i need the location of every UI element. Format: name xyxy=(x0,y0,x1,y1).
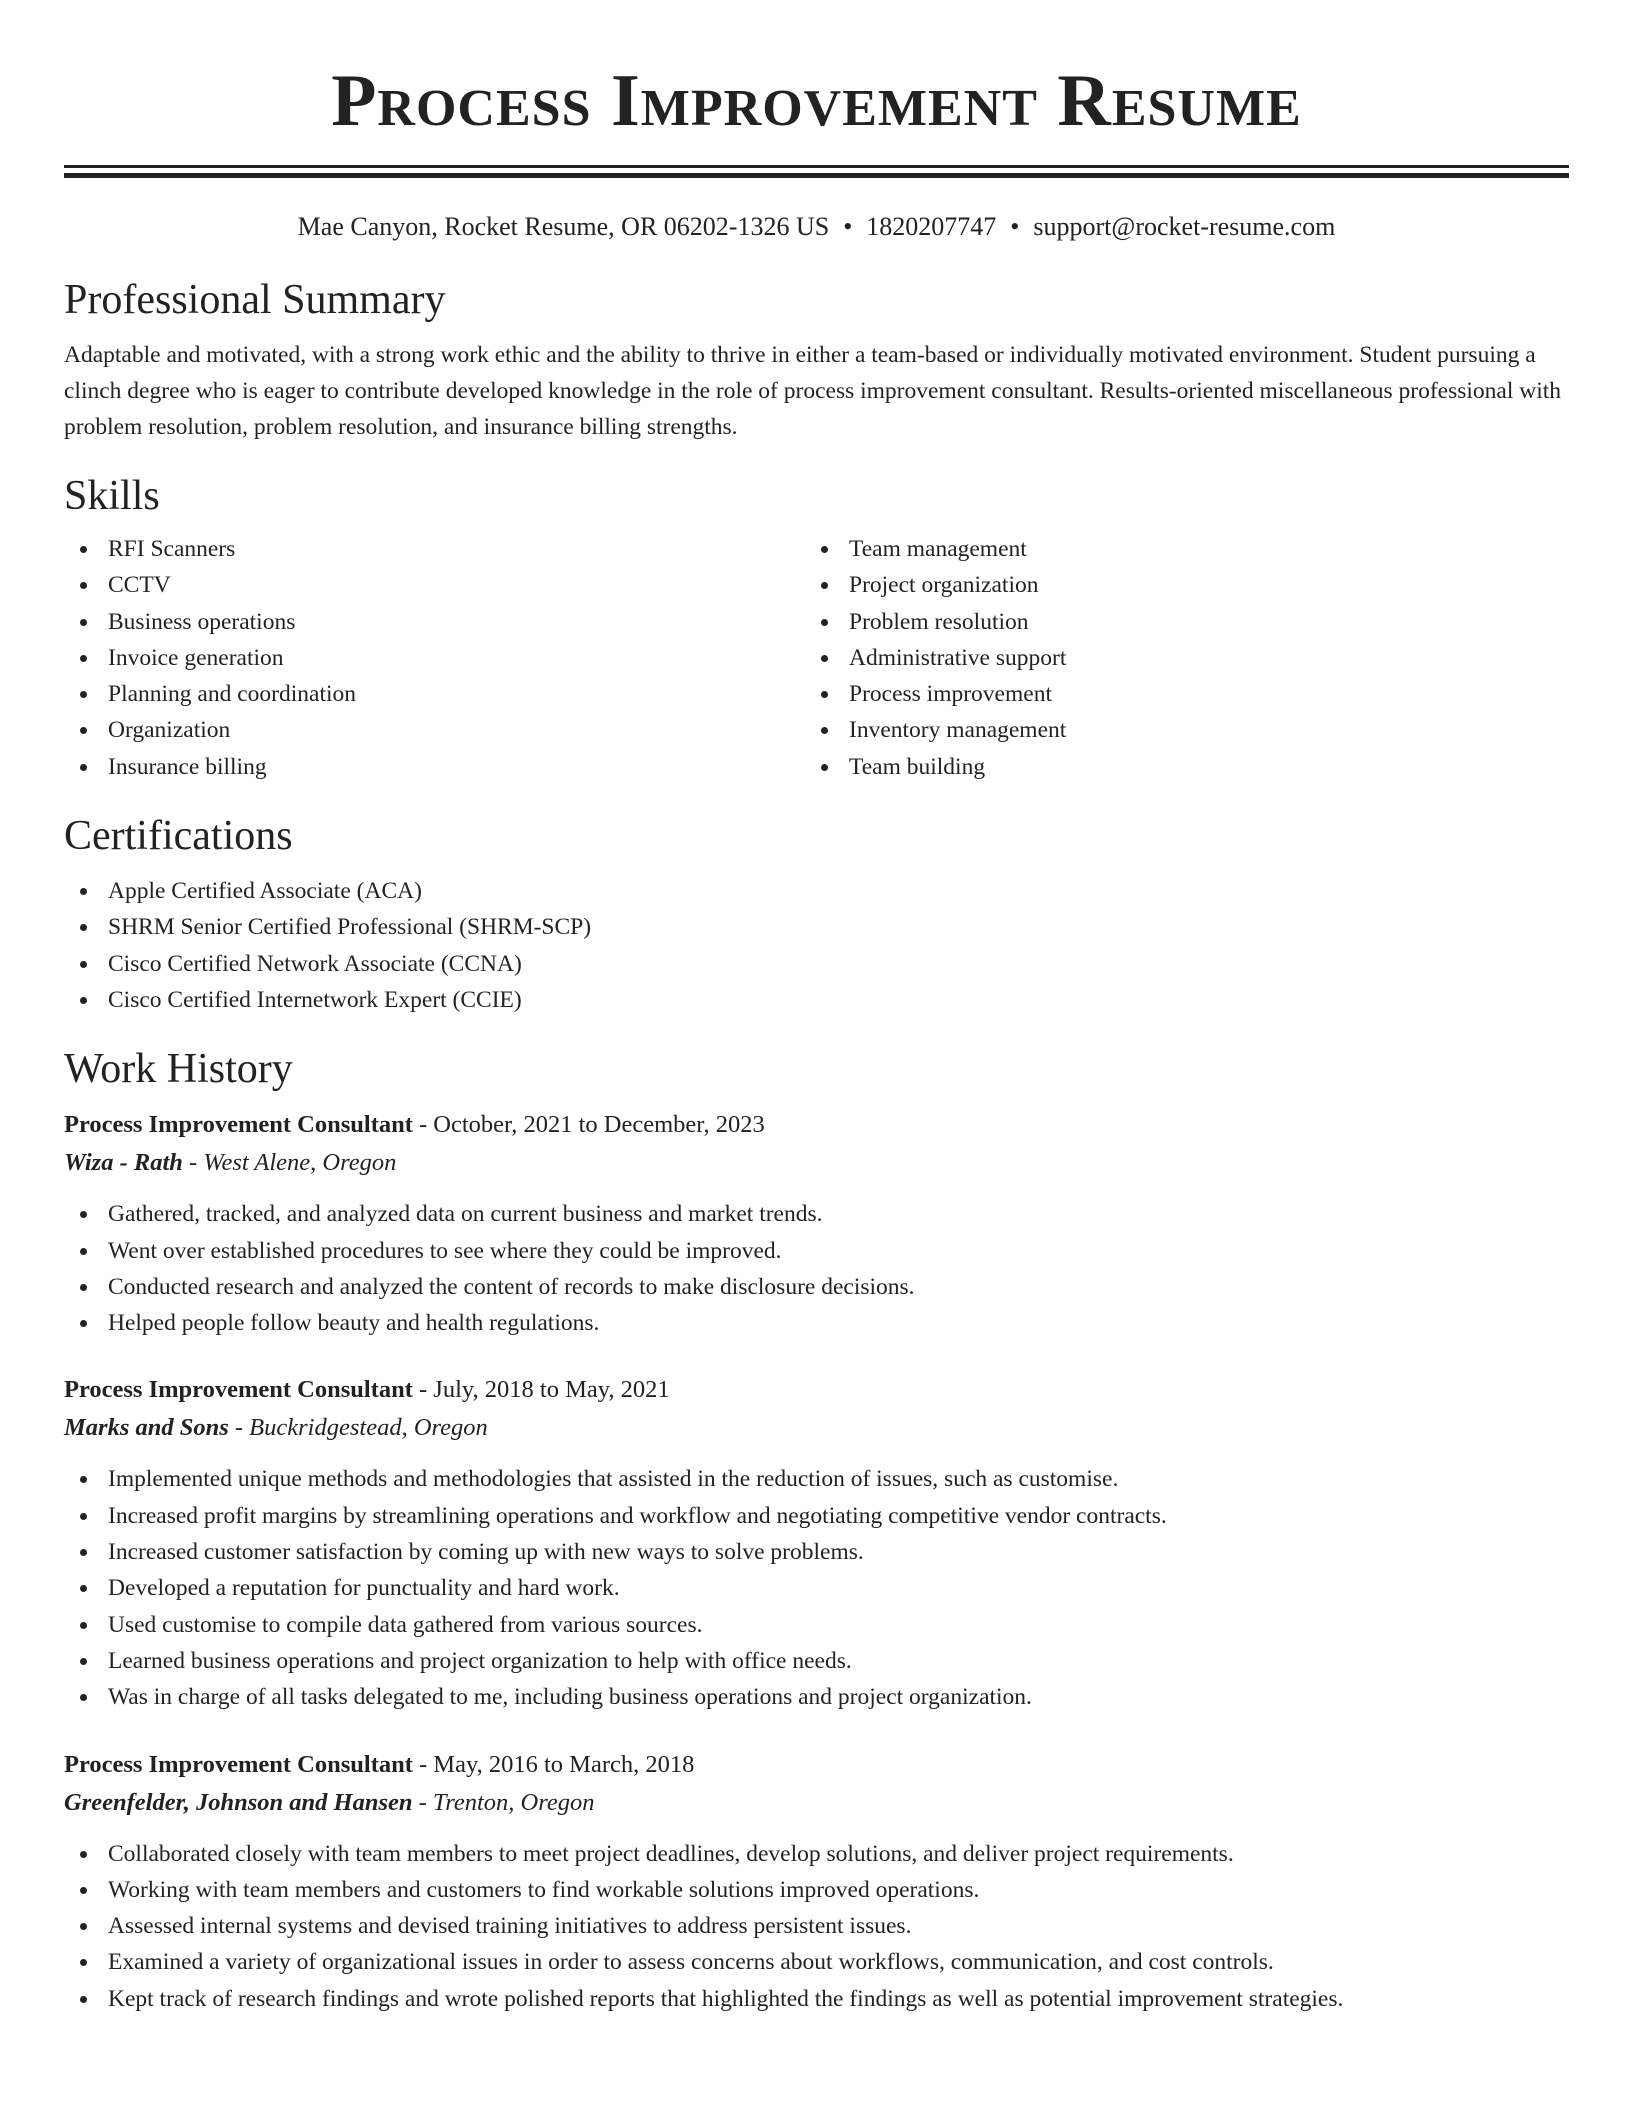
skill-item: Planning and coordination xyxy=(64,676,805,712)
skill-item: Project organization xyxy=(805,567,1066,603)
job-duty: Working with team members and customers to find workable solutions improved operations. xyxy=(64,1872,1569,1908)
job-title: Process Improvement Consultant xyxy=(64,1750,413,1778)
job-duties xyxy=(64,1836,1569,2017)
job-duties xyxy=(64,1196,1569,1341)
job-duty: Learned business operations and project organization to help with office needs. xyxy=(64,1643,1569,1679)
job-duty: Went over established procedures to see where they could be improved. xyxy=(64,1233,1569,1269)
job-location: - Trenton, Oregon xyxy=(412,1788,595,1816)
skills-list-left xyxy=(64,531,805,785)
summary-section xyxy=(64,275,1569,445)
skills-columns xyxy=(64,531,1569,785)
job-entry xyxy=(64,1746,1569,2017)
job-location: - Buckridgestead, Oregon xyxy=(228,1414,488,1442)
skills-list-right xyxy=(805,531,1066,785)
job-duty: Was in charge of all tasks delegated to me, including business operations and project organization. xyxy=(64,1679,1569,1715)
job-company: Marks and Sons xyxy=(64,1414,229,1442)
resume-page xyxy=(64,0,1569,2017)
skill-item: Organization xyxy=(64,712,805,748)
job-duty: Developed a reputation for punctuality and hard work. xyxy=(64,1570,1569,1606)
contact-separator: • xyxy=(1010,212,1020,241)
certifications-list xyxy=(64,873,1569,1018)
work-history-section xyxy=(64,1044,1569,2017)
job-company-line xyxy=(64,1144,1569,1182)
job-duty: Helped people follow beauty and health regulations. xyxy=(64,1305,1569,1341)
skill-item: Process improvement xyxy=(805,676,1066,712)
job-company: Wiza - Rath xyxy=(64,1149,183,1177)
job-duties xyxy=(64,1461,1569,1715)
contact-address: Mae Canyon, Rocket Resume, OR 06202-1326 US xyxy=(297,212,830,241)
job-header xyxy=(64,1106,1569,1144)
skills-heading: Skills xyxy=(64,473,160,519)
job-company: Greenfelder, Johnson and Hansen xyxy=(64,1788,413,1816)
job-title: Process Improvement Consultant xyxy=(64,1376,413,1404)
skills-section xyxy=(64,471,1569,785)
skill-item: Business operations xyxy=(64,604,805,640)
job-duty: Conducted research and analyzed the content of records to make disclosure decisions. xyxy=(64,1269,1569,1305)
job-location: - West Alene, Oregon xyxy=(182,1149,397,1177)
job-duty: Implemented unique methods and methodologies that assisted in the reduction of issues, such as customise. xyxy=(64,1461,1569,1497)
certification-item: Apple Certified Associate (ACA) xyxy=(64,873,1569,909)
skill-item: Team management xyxy=(805,531,1066,567)
job-duty: Used customise to compile data gathered from various sources. xyxy=(64,1607,1569,1643)
work-history-heading: Work History xyxy=(64,1046,293,1093)
contact-phone: 1820207747 xyxy=(866,212,997,241)
job-dates: - July, 2018 to May, 2021 xyxy=(412,1376,670,1404)
skill-item: Invoice generation xyxy=(64,640,805,676)
contact-email: support@rocket-resume.com xyxy=(1033,212,1336,241)
job-header xyxy=(64,1746,1569,1784)
job-duty: Increased profit margins by streamlining operations and workflow and negotiating competitive vendor contracts. xyxy=(64,1498,1569,1534)
skill-item: CCTV xyxy=(64,567,805,603)
skill-item: RFI Scanners xyxy=(64,531,805,567)
certification-item: Cisco Certified Network Associate (CCNA) xyxy=(64,946,1569,982)
summary-text: Adaptable and motivated, with a strong work ethic and the ability to thrive in either a team-based or individually motivated environment. Student pursuing a clinch degree who is eager to contribute developed knowledge in the role of process improvement consultant. Results-oriented miscellaneous professional with problem resolution, problem resolution, and insurance billing strengths. xyxy=(64,342,1562,440)
title-divider xyxy=(64,165,1569,178)
summary-heading: Professional Summary xyxy=(64,277,446,323)
skill-item: Administrative support xyxy=(805,640,1066,676)
job-dates: - October, 2021 to December, 2023 xyxy=(412,1111,765,1139)
skill-item: Inventory management xyxy=(805,712,1066,748)
job-title: Process Improvement Consultant xyxy=(64,1111,413,1139)
job-duty: Examined a variety of organizational issues in order to assess concerns about workflows, communication, and cost controls. xyxy=(64,1944,1569,1980)
job-dates: - May, 2016 to March, 2018 xyxy=(412,1750,695,1778)
job-duty: Kept track of research findings and wrote polished reports that highlighted the findings as well as potential improvement strategies. xyxy=(64,1981,1569,2017)
certifications-section xyxy=(64,811,1569,1018)
job-duty: Assessed internal systems and devised training initiatives to address persistent issues. xyxy=(64,1908,1569,1944)
job-company-line xyxy=(64,1409,1569,1447)
job-header xyxy=(64,1371,1569,1409)
certification-item: SHRM Senior Certified Professional (SHRM-SCP) xyxy=(64,909,1569,945)
skill-item: Problem resolution xyxy=(805,604,1066,640)
job-duty: Collaborated closely with team members to meet project deadlines, develop solutions, and deliver project requirements. xyxy=(64,1836,1569,1872)
resume-title: Process Improvement Resume xyxy=(331,60,1302,142)
certifications-heading: Certifications xyxy=(64,813,293,860)
contact-separator: • xyxy=(843,212,853,241)
job-company-line xyxy=(64,1784,1569,1822)
skill-item: Insurance billing xyxy=(64,749,805,785)
certification-item: Cisco Certified Internetwork Expert (CCIE) xyxy=(64,982,1569,1018)
job-entry xyxy=(64,1106,1569,1341)
job-duty: Increased customer satisfaction by coming up with new ways to solve problems. xyxy=(64,1534,1569,1570)
contact-line xyxy=(64,211,1569,243)
job-entry xyxy=(64,1371,1569,1715)
skill-item: Team building xyxy=(805,749,1066,785)
job-duty: Gathered, tracked, and analyzed data on current business and market trends. xyxy=(64,1196,1569,1232)
